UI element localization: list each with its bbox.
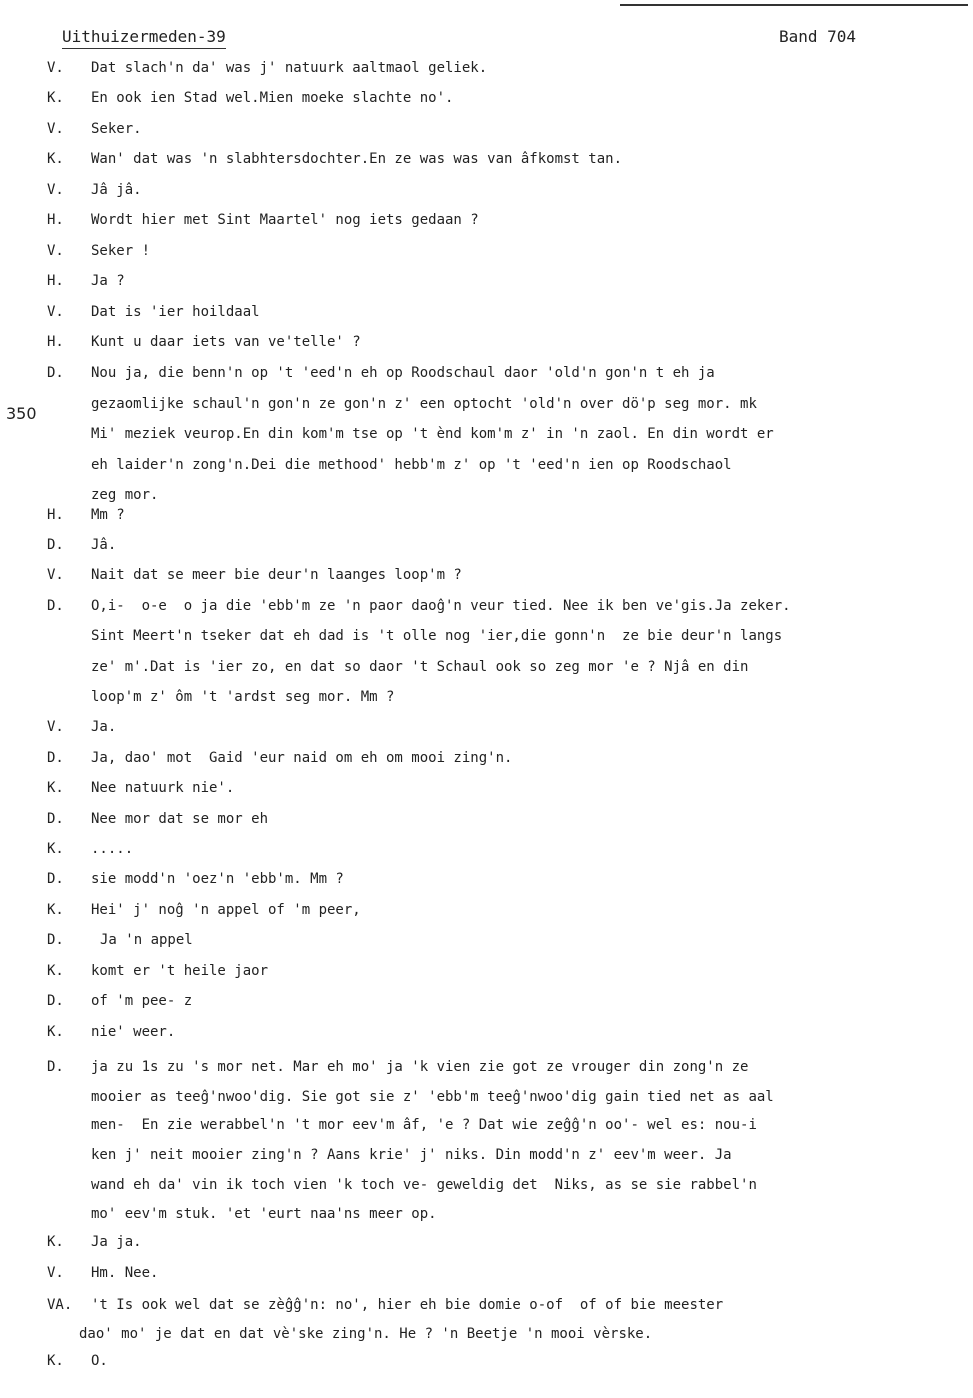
- utterance-text: komt er 't heile jaor: [91, 963, 269, 979]
- speaker-label: K.: [47, 90, 64, 106]
- utterance-text: Nou ja, die benn'n op 't 'eed'n eh op Roodschaul daor 'old'n gon'n t eh ja: [91, 365, 715, 381]
- speaker-label: H.: [47, 273, 64, 289]
- speaker-label: D.: [47, 1059, 64, 1075]
- speaker-label: K.: [47, 1353, 64, 1369]
- speaker-label: D.: [47, 932, 64, 948]
- utterance-text: Seker !: [91, 243, 151, 259]
- utterance-text: Jâ jâ.: [91, 182, 142, 198]
- speaker-label: D.: [47, 871, 64, 887]
- speaker-label: D.: [47, 811, 64, 827]
- utterance-continuation: wand eh da' vin ik toch vien 'k toch ve- geweldig det Niks, as se sie rabbel'n: [91, 1177, 757, 1193]
- speaker-label: D.: [47, 365, 64, 381]
- utterance-text: Kunt u daar iets van ve'telle' ?: [91, 334, 361, 350]
- speaker-label: V.: [47, 567, 64, 583]
- utterance-continuation: loop'm z' ôm 't 'ardst seg mor. Mm ?: [91, 689, 395, 705]
- speaker-label: H.: [47, 334, 64, 350]
- speaker-label: V.: [47, 121, 64, 137]
- utterance-continuation: gezaomlijke schaul'n gon'n ze gon'n z' een optocht 'old'n over dö'p seg mor. mk: [91, 396, 757, 412]
- utterance-continuation: zeg mor.: [91, 487, 159, 503]
- utterance-text: Hm. Nee.: [91, 1265, 159, 1281]
- utterance-text: nie' weer.: [91, 1024, 176, 1040]
- speaker-label: V.: [47, 719, 64, 735]
- speaker-label: K.: [47, 151, 64, 167]
- utterance-text: Ja ja.: [91, 1234, 142, 1250]
- utterance-text: En ook ien Stad wel.Mien moeke slachte no'.: [91, 90, 454, 106]
- speaker-label: D.: [47, 993, 64, 1009]
- speaker-label: V.: [47, 1265, 64, 1281]
- speaker-label: K.: [47, 1234, 64, 1250]
- utterance-text: ja zu 1s zu 's mor net. Mar eh mo' ja 'k vien zie got ze vrouger din zong'n ze: [91, 1059, 749, 1075]
- utterance-text: Jâ.: [91, 537, 117, 553]
- utterance-text: Mm ?: [91, 507, 125, 523]
- utterance-text: Ja.: [91, 719, 117, 735]
- tape-number: Band 704: [779, 27, 857, 46]
- utterance-text: Ja ?: [91, 273, 125, 289]
- utterance-text: O.: [91, 1353, 108, 1369]
- speaker-label: K.: [47, 1024, 64, 1040]
- speaker-label: H.: [47, 507, 64, 523]
- utterance-text: Wan' dat was 'n slabhtersdochter.En ze was was van âfkomst tan.: [91, 151, 623, 167]
- utterance-text: Ja 'n appel: [100, 932, 193, 948]
- speaker-label: D.: [47, 598, 64, 614]
- speaker-label: V.: [47, 60, 64, 76]
- speaker-label: H.: [47, 212, 64, 228]
- utterance-text: Ja, dao' mot Gaid 'eur naid om eh om mooi zing'n.: [91, 750, 513, 766]
- utterance-text: O,i- o-e o ja die 'ebb'm ze 'n paor daoĝ'n veur tied. Nee ik ben ve'gis.Ja zeker.: [91, 598, 791, 614]
- utterance-continuation: dao' mo' je dat en dat vè'ske zing'n. He ? 'n Beetje 'n mooi vèrske.: [79, 1326, 653, 1342]
- speaker-label: V.: [47, 243, 64, 259]
- utterance-text: Nee mor dat se mor eh: [91, 811, 269, 827]
- margin-page-note: 350: [6, 404, 37, 423]
- utterance-continuation: Sint Meert'n tseker dat eh dad is 't olle nog 'ier,die gonn'n ze bie deur'n langs: [91, 628, 783, 644]
- utterance-continuation: mooier as teeĝ'nwoo'dig. Sie got sie z' 'ebb'm teeĝ'nwoo'dig gain tied net as aal: [91, 1089, 774, 1105]
- utterance-text: 't Is ook wel dat se zèĝĝ'n: no', hier eh bie domie o-of of of bie meester: [91, 1297, 724, 1313]
- utterance-continuation: ze' m'.Dat is 'ier zo, en dat so daor 't Schaul ook so zeg mor 'e ? Njâ en din: [91, 659, 749, 675]
- utterance-continuation: mo' eev'm stuk. 'et 'eurt naa'ns meer op.: [91, 1206, 437, 1222]
- utterance-text: of 'm pee- z: [91, 993, 193, 1009]
- speaker-label: D.: [47, 537, 64, 553]
- speaker-label: V.: [47, 304, 64, 320]
- utterance-text: Wordt hier met Sint Maartel' nog iets gedaan ?: [91, 212, 479, 228]
- utterance-continuation: men- En zie werabbel'n 't mor eev'm âf, 'e ? Dat wie zeĝĝ'n oo'- wel es: nou-i: [91, 1117, 757, 1133]
- utterance-continuation: ken j' neit mooier zing'n ? Aans krie' j' niks. Din modd'n z' eev'm weer. Ja: [91, 1147, 732, 1163]
- page-title-text: Uithuizermeden-39: [62, 27, 226, 46]
- utterance-continuation: Mi' meziek veurop.En din kom'm tse op 't ènd kom'm z' in 'n zaol. En din wordt er: [91, 426, 774, 442]
- speaker-label: D.: [47, 750, 64, 766]
- page-title: [62, 27, 226, 46]
- utterance-text: Hei' j' noĝ 'n appel of 'm peer,: [91, 902, 361, 918]
- speaker-label: K.: [47, 963, 64, 979]
- utterance-text: .....: [91, 841, 134, 857]
- speaker-label: K.: [47, 841, 64, 857]
- utterance-text: Seker.: [91, 121, 142, 137]
- title-underline: [62, 48, 226, 49]
- utterance-text: Nee natuurk nie'.: [91, 780, 235, 796]
- speaker-label: K.: [47, 902, 64, 918]
- utterance-text: Dat slach'n da' was j' natuurk aaltmaol geliek.: [91, 60, 488, 76]
- top-rule: [620, 4, 968, 6]
- speaker-label: K.: [47, 780, 64, 796]
- speaker-label: VA.: [47, 1297, 73, 1313]
- speaker-label: V.: [47, 182, 64, 198]
- utterance-text: Nait dat se meer bie deur'n laanges loop'm ?: [91, 567, 462, 583]
- utterance-continuation: eh laider'n zong'n.Dei die methood' hebb'm z' op 't 'eed'n ien op Roodschaol: [91, 457, 732, 473]
- utterance-text: Dat is 'ier hoildaal: [91, 304, 260, 320]
- utterance-text: sie modd'n 'oez'n 'ebb'm. Mm ?: [91, 871, 344, 887]
